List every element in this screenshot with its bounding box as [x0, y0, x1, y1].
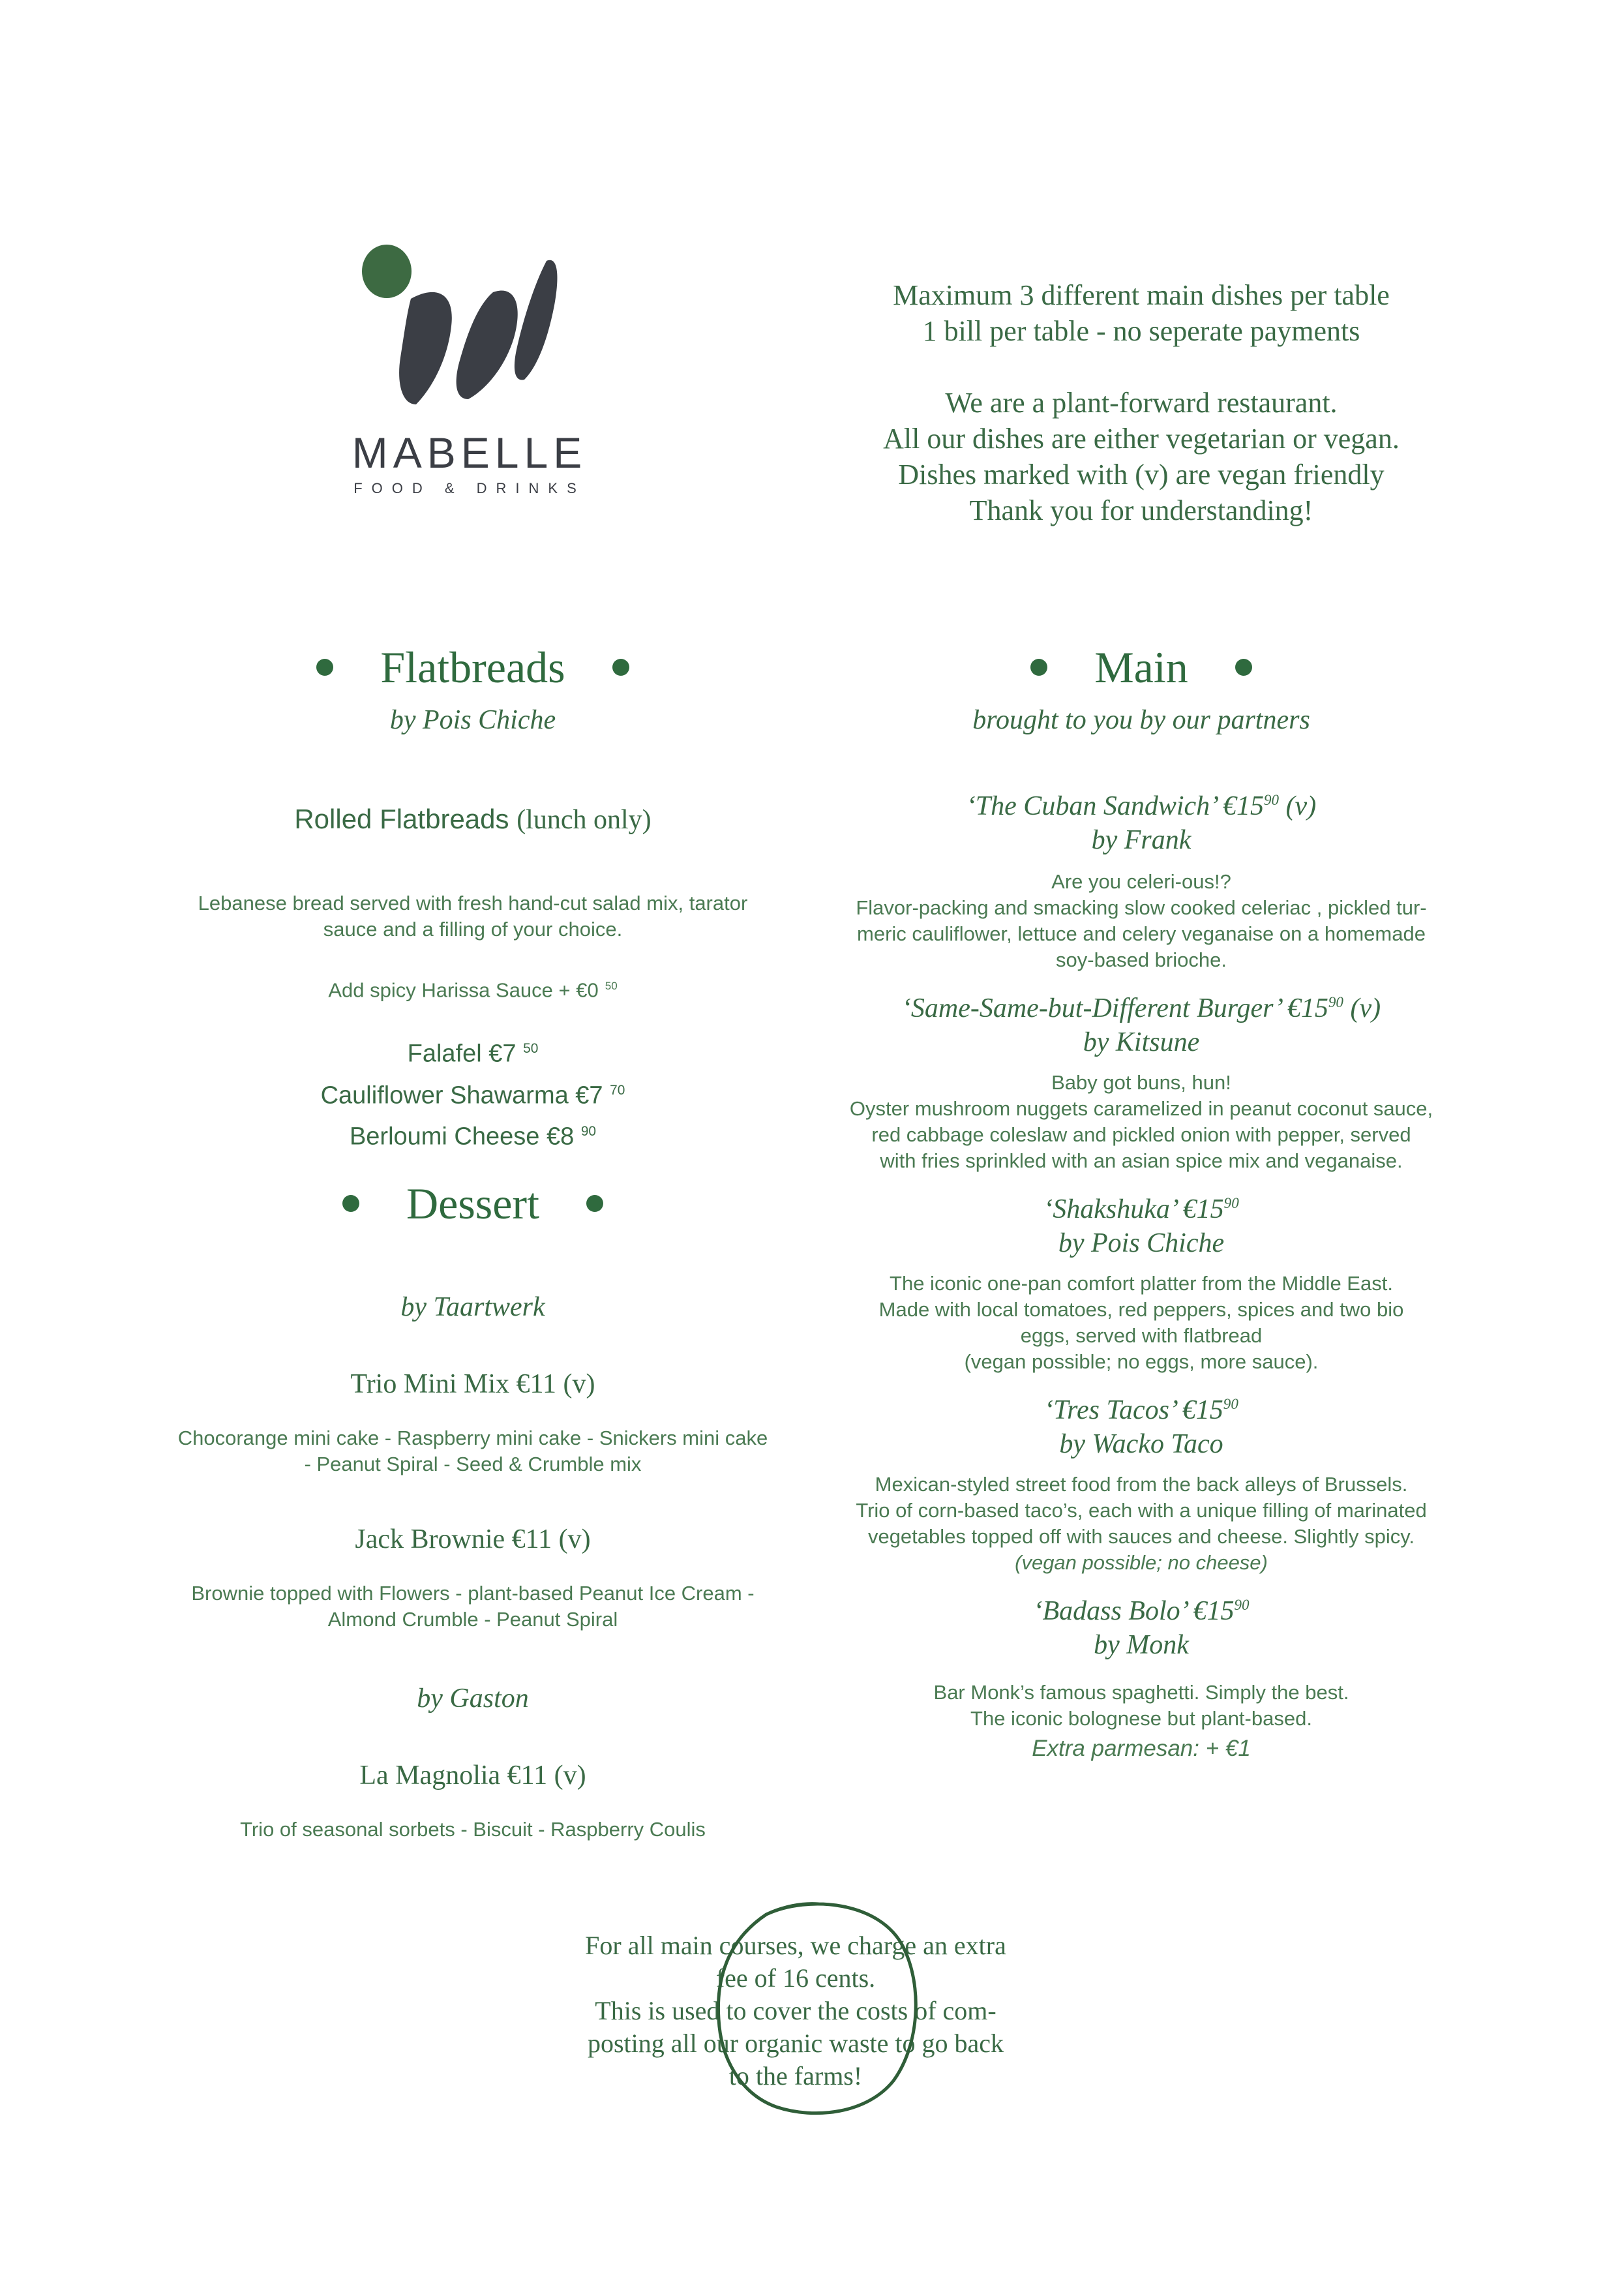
dish-title-line — [809, 1186, 1474, 1226]
desc-line: with fries sprinkled with an asian spice mix and veganaise. — [880, 1149, 1403, 1172]
dish-suffix: (v) — [1343, 993, 1381, 1023]
dish-title-line — [809, 1588, 1474, 1628]
flatbreads-subtitle-note: (lunch only) — [517, 805, 652, 835]
main-dish-title — [809, 1186, 1474, 1260]
dish-partner: by Kitsune — [1083, 1027, 1200, 1057]
notice-line: Maximum 3 different main dishes per table — [893, 279, 1390, 311]
desc-line: Trio of corn-based taco’s, each with a unique filling of marinated — [856, 1499, 1427, 1522]
bullet-dot-icon — [612, 659, 629, 676]
desc-line: Mexican-styled street food from the back alleys of Brussels. — [875, 1473, 1408, 1496]
main-dish-title — [809, 1588, 1474, 1662]
dessert-item-title: La Magnolia €11 (v) — [359, 1760, 586, 1790]
desc-line: The iconic one-pan comfort platter from the Middle East. — [890, 1272, 1393, 1295]
desc-line: Flavor-packing and smacking slow cooked celeriac , pickled tur- — [856, 896, 1427, 919]
notice-line: Thank you for understanding! — [969, 494, 1313, 526]
item-cents: 70 — [610, 1082, 625, 1098]
flatbreads-list — [143, 1031, 802, 1155]
notice-line: 1 bill per table - no seperate payments — [922, 315, 1360, 347]
notice-line: We are a plant-forward restaurant. — [945, 387, 1338, 419]
footer-line: posting all our organic waste to go back — [587, 2029, 1004, 2058]
main-dish-description — [809, 869, 1474, 973]
flatbreads-byline: by Pois Chiche — [389, 705, 556, 735]
main-dish-title — [809, 783, 1474, 857]
flatbreads-description — [143, 890, 802, 943]
main-dish-title — [809, 1387, 1474, 1461]
logo-stroke-1 — [399, 292, 452, 404]
main-dish-title — [809, 985, 1474, 1059]
dish-name: ‘Tres Tacos’ €15 — [1044, 1395, 1223, 1425]
dessert-heading — [143, 1174, 802, 1233]
dish-name: ‘Same-Same-but-Different Burger’ €15 — [901, 993, 1328, 1023]
dessert-heading-text: Dessert — [406, 1178, 539, 1228]
desc-line: Brownie topped with Flowers - plant-based Peanut Ice Cream - — [191, 1582, 755, 1605]
logo-dot — [362, 245, 412, 298]
dish-partner: by Wacko Taco — [1059, 1429, 1223, 1459]
item-cents: 50 — [523, 1041, 539, 1056]
dish-suffix: (v) — [1279, 791, 1317, 821]
compost-circle-icon — [704, 1895, 926, 2120]
desc-line: Bar Monk’s famous spaghetti. Simply the best. — [933, 1681, 1349, 1704]
desc-line: Almond Crumble - Peanut Spiral — [327, 1608, 618, 1631]
desc-line: soy-based brioche. — [1056, 948, 1227, 971]
desc-line: vegetables topped off with sauces and cheese. Slightly spicy. — [867, 1525, 1415, 1548]
flatbreads-heading-text: Flatbreads — [380, 642, 565, 692]
dessert-item-title: Jack Brownie €11 (v) — [355, 1524, 591, 1554]
dish-name: ‘Badass Bolo’ €15 — [1033, 1596, 1235, 1626]
footer-line: For all main courses, we charge an extra — [585, 1931, 1006, 1960]
flatbreads-addon — [143, 973, 802, 1003]
item-name: Berloumi Cheese €8 — [349, 1123, 575, 1151]
brand-logo — [339, 228, 600, 502]
desc-line: Baby got buns, hun! — [1051, 1071, 1231, 1094]
brand-subtitle: FOOD & DRINKS — [353, 480, 586, 496]
desc-line: Oyster mushroom nuggets caramelized in peanut coconut sauce, — [849, 1097, 1433, 1120]
dessert-byline-gaston: by Gaston — [417, 1684, 529, 1714]
main-dish-description — [809, 1680, 1474, 1762]
dish-cents: 90 — [1263, 791, 1280, 808]
main-dish-description — [809, 1271, 1474, 1375]
dessert-item-title: Trio Mini Mix €11 (v) — [350, 1369, 595, 1399]
flatbreads-subtitle-main: Rolled Flatbreads — [294, 804, 517, 834]
brand-name: MABELLE — [352, 429, 588, 477]
dish-name: ‘Shakshuka’ €15 — [1043, 1194, 1224, 1224]
addon-cents: 50 — [605, 980, 618, 992]
dish-title-line — [809, 1387, 1474, 1427]
item-cents: 90 — [580, 1124, 597, 1140]
item-name: Cauliflower Shawarma €7 — [320, 1081, 603, 1110]
desc-line: The iconic bolognese but plant-based. — [970, 1707, 1312, 1730]
dish-cents: 90 — [1234, 1596, 1250, 1613]
dish-name: ‘The Cuban Sandwich’ €15 — [966, 791, 1264, 821]
notice-line — [809, 349, 1474, 385]
desc-line: Lebanese bread served with fresh hand-cut salad mix, tarator — [198, 892, 748, 914]
desc-line: Chocorange mini cake - Raspberry mini cake - Snickers mini cake — [177, 1427, 768, 1449]
logo-stroke-3 — [515, 260, 558, 380]
flatbreads-subtitle — [143, 804, 802, 836]
desc-line: eggs, served with flatbread — [1020, 1324, 1263, 1347]
dish-cents: 90 — [1223, 1194, 1239, 1211]
hand-drawn-circle — [718, 1904, 916, 2113]
dish-cents: 90 — [1223, 1395, 1238, 1412]
desc-line: - Peanut Spiral - Seed & Crumble mix — [304, 1453, 642, 1475]
main-heading — [809, 638, 1474, 697]
desc-line: Are you celeri-ous!? — [1051, 870, 1231, 893]
desc-line: (vegan possible; no eggs, more sauce). — [964, 1350, 1319, 1373]
notice-line: All our dishes are either vegetarian or vegan. — [883, 423, 1400, 455]
dessert-byline-taartwerk: by Taartwerk — [400, 1292, 545, 1322]
main-dish-description — [809, 1472, 1474, 1576]
desc-line: Made with local tomatoes, red peppers, spices and two bio — [878, 1298, 1404, 1321]
dish-partner: by Monk — [1094, 1630, 1189, 1660]
desc-note: (vegan possible; no cheese) — [1015, 1551, 1268, 1574]
bullet-dot-icon — [586, 1195, 603, 1212]
dish-title-line — [809, 985, 1474, 1025]
bullet-dot-icon — [316, 659, 333, 676]
list-item — [143, 1031, 802, 1072]
dessert-item-description: Trio of seasonal sorbets - Biscuit - Raspberry Coulis — [240, 1818, 706, 1841]
dish-title-line — [809, 783, 1474, 823]
footer-line: to the farms! — [728, 2061, 863, 2091]
dish-partner: by Frank — [1091, 825, 1191, 855]
main-byline: brought to you by our partners — [972, 705, 1310, 735]
bullet-dot-icon — [1030, 659, 1047, 676]
dessert-item-description — [143, 1580, 802, 1633]
bullet-dot-icon — [342, 1195, 359, 1212]
notice-line: Dishes marked with (v) are vegan friendly — [898, 459, 1385, 491]
desc-line: meric cauliflower, lettuce and celery veganaise on a homemade — [857, 922, 1426, 945]
item-name: Falafel €7 — [407, 1040, 517, 1068]
list-item — [143, 1072, 802, 1114]
desc-line: red cabbage coleslaw and pickled onion with pepper, served — [871, 1123, 1411, 1146]
list-item — [143, 1113, 802, 1155]
dish-cents: 90 — [1328, 993, 1343, 1010]
footer-line: fee of 16 cents. — [715, 1963, 876, 1993]
main-heading-text: Main — [1094, 642, 1188, 692]
notice-block — [809, 277, 1474, 528]
desc-line: sauce and a filling of your choice. — [323, 918, 623, 941]
logo-mark-icon — [339, 228, 600, 424]
flatbreads-heading — [143, 638, 802, 697]
bullet-dot-icon — [1235, 659, 1252, 676]
footer-line: This is used to cover the costs of com- — [595, 1996, 996, 2025]
desc-note: Extra parmesan: + €1 — [1032, 1736, 1251, 1761]
dish-partner: by Pois Chiche — [1058, 1228, 1225, 1258]
dessert-item-description — [143, 1425, 802, 1477]
main-dish-description — [809, 1070, 1474, 1174]
logo-stroke-2 — [457, 290, 518, 399]
addon-text: Add spicy Harissa Sauce + €0 — [328, 978, 599, 1002]
